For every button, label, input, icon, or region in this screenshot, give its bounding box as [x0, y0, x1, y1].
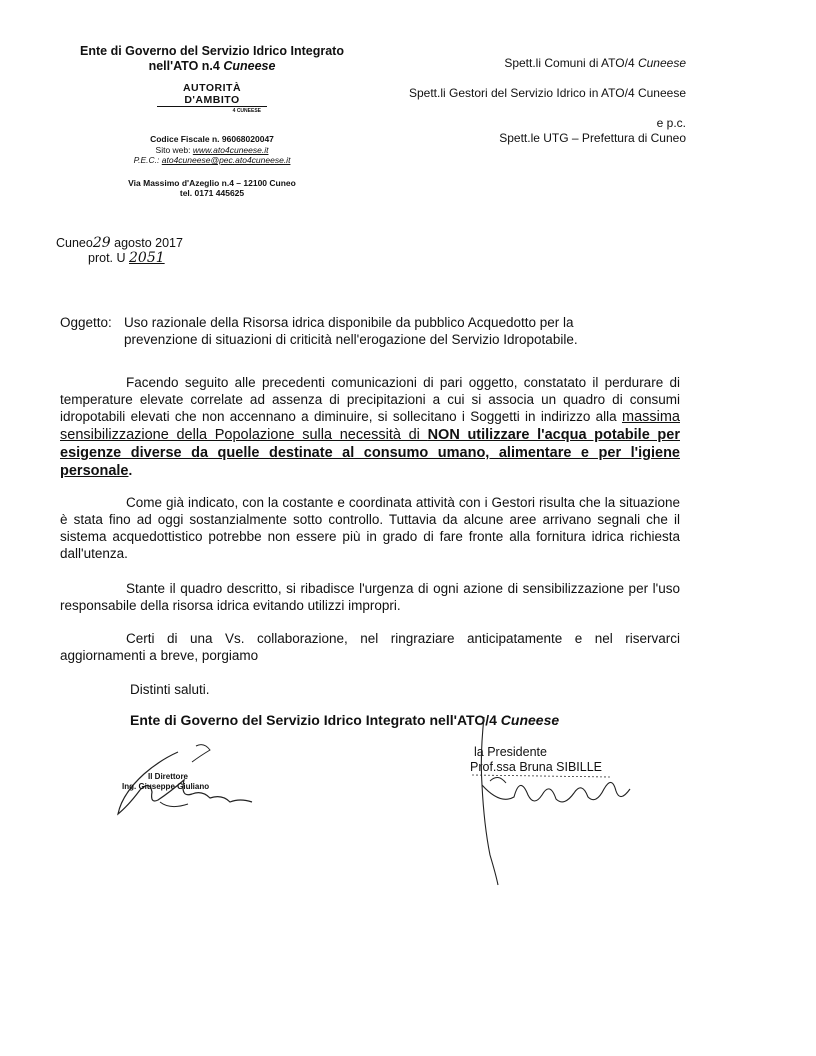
cc-label: e p.c. — [656, 116, 686, 130]
president-role: la Presidente — [474, 745, 547, 759]
address-line: Via Massimo d'Azeglio n.4 – 12100 Cuneo — [128, 177, 296, 188]
paragraph-1-emphasis-plain: massima sensibilizzazione della Popolazione sulla necessità di — [60, 409, 680, 443]
paragraph-1 — [60, 374, 680, 480]
sender-org-line2-prefix: nell'ATO n.4 — [148, 59, 224, 73]
date-block — [56, 236, 183, 266]
director-role: Il Direttore — [148, 772, 189, 781]
recipient-comuni-italic: Cuneese — [637, 56, 686, 70]
date-month-year: agosto 2017 — [110, 236, 183, 250]
closing-italic: Cuneese — [500, 712, 560, 728]
authority-logo — [157, 82, 267, 114]
subject-label: Oggetto: — [60, 315, 112, 330]
sender-org-line1: Ente di Governo del Servizio Idrico Integrato — [80, 44, 344, 58]
closing-prefix: Ente di Governo del Servizio Idrico Integrato nell'ATO/4 — [130, 712, 501, 728]
date-city: Cuneo — [56, 236, 93, 250]
paragraph-3: Stante il quadro descritto, si ribadisce l'urgenza di ogni azione di sensibilizzazione per l'uso responsabile della risorsa idrica evitando utilizzi impropri. — [60, 581, 680, 613]
pec-line — [62, 155, 362, 166]
paragraph-1-emphasis-bold: NON utilizzare l'acqua potabile per esigenze diverse da quelle destinate al consumo umano, alimentare e per l'igiene personale — [60, 427, 680, 479]
subject-line1: Uso razionale della Risorsa idrica disponibile da pubblico Acquedotto per la — [124, 315, 574, 330]
president-name: Prof.ssa Bruna SIBILLE — [470, 760, 603, 774]
website-link[interactable]: www.ato4cuneese.it — [192, 144, 269, 155]
recipient-comuni-prefix: Spett.li Comuni di ATO/4 — [504, 56, 638, 70]
pec-link[interactable]: ato4cuneese@pec.ato4cuneese.it — [161, 155, 291, 165]
paragraph-2: Come già indicato, con la costante e coordinata attività con i Gestori risulta che la situazione è stata fino ad oggi sostanzialmente sotto controllo. Tuttavia da alcune aree arrivano segnali che il sistema acquedottistico potrebbe non essere più in grado di fare fronte alla fornitura idrica richiesta dall'utenza. — [60, 495, 680, 561]
date-day-handwritten: 29 — [92, 235, 111, 251]
greeting: Distinti saluti. — [130, 682, 210, 697]
sender-block — [62, 44, 362, 199]
logo-sub-text: 4 CUNEESE — [232, 108, 261, 114]
logo-main-text: AUTORITÀ D'AMBITO — [157, 82, 267, 107]
director-name: Ing. Giuseppe Giuliano — [122, 782, 210, 791]
paragraph-1-end: . — [128, 463, 133, 478]
website-label: Sito web: — [155, 144, 193, 155]
protocol-line — [56, 251, 183, 266]
date-line — [56, 236, 183, 251]
pec-label: P.E.C.: — [133, 155, 162, 165]
director-signature — [100, 740, 280, 830]
president-signature-scrawl — [470, 745, 670, 895]
sender-address — [62, 178, 362, 199]
phone-line: tel. 0171 445625 — [179, 188, 245, 198]
recipient-gestori: Spett.li Gestori del Servizio Idrico in ATO/4 Cuneese — [408, 86, 686, 100]
sender-meta — [62, 134, 362, 166]
fiscal-code: Codice Fiscale n. 96068020047 — [150, 134, 274, 144]
protocol-label: prot. U — [88, 251, 129, 265]
sender-org-line2 — [62, 59, 362, 74]
recipient-comuni — [504, 56, 686, 71]
protocol-number-handwritten: 2051 — [129, 250, 165, 266]
sender-org-line2-italic: Cuneese — [223, 59, 276, 73]
subject — [60, 314, 680, 348]
closing-organization — [130, 712, 559, 728]
recipients-block — [326, 56, 686, 156]
website-line — [62, 145, 362, 156]
paragraph-4: Certi di una Vs. collaborazione, nel ringraziare anticipatamente e nel riservarci aggiornamenti a breve, porgiamo — [60, 631, 680, 663]
recipient-prefettura: Spett.le UTG – Prefettura di Cuneo — [499, 131, 686, 145]
president-signature — [470, 745, 670, 895]
subject-line2: prevenzione di situazioni di criticità nell'erogazione del Servizio Idropotabile. — [124, 332, 578, 347]
paragraph-1-text: Facendo seguito alle precedenti comunicazioni di pari oggetto, constatato il perdurare di temperature elevate correlate ad assenza di precipitazioni a cui si associa un quadro di consumi idropotabili elevati che non accennano a diminuire, si sollecitano i Soggetti in indirizzo alla — [60, 375, 680, 424]
